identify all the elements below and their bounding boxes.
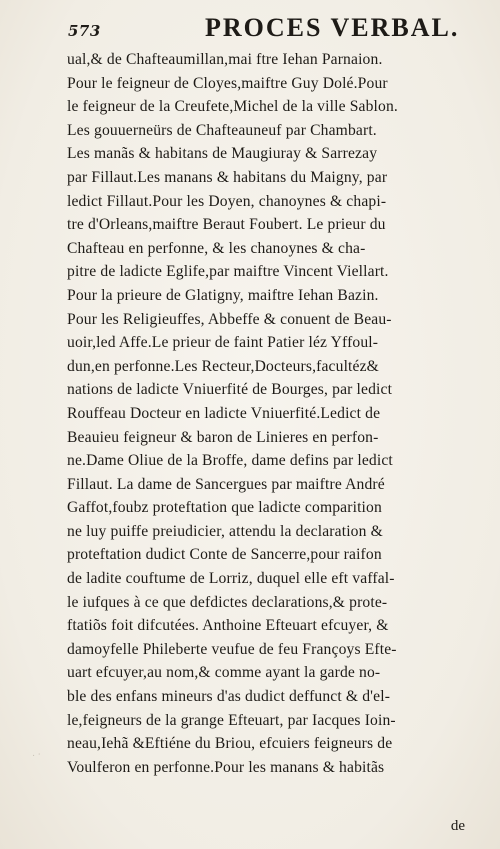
text-line: neau,Iehã &Eftiéne du Briou, efcuiers feigneurs de — [67, 735, 393, 753]
text-line: de ladite couftume de Lorriz, duquel elle eft vaffal- — [67, 570, 395, 588]
page-header — [50, 8, 500, 44]
text-line: le,feigneurs de la grange Efteuart, par Iacques Ioin- — [67, 711, 396, 729]
text-line: ledict Fillaut.Pour les Doyen, chanoynes & chapi- — [67, 192, 387, 210]
text-line: damoyfelle Phileberte veufue de feu Françoys Efte- — [67, 640, 397, 658]
text-line: Gaffot,foubz proteftation que ladicte comparition — [67, 499, 382, 517]
text-line: Pour la prieure de Glatigny, maiftre Iehan Bazin. — [67, 286, 379, 304]
text-line: pitre de ladicte Eglife,par maiftre Vincent Viellart. — [67, 263, 389, 281]
text-line: Les gouuerneürs de Chafteauneuf par Chambart. — [67, 121, 377, 139]
text-line: dun,en perfonne.Les Recteur,Docteurs,facultéz& — [67, 357, 379, 375]
text-line: Rouffeau Docteur en ladicte Vniuerfité.Ledict de — [67, 404, 381, 422]
catchword: de — [450, 818, 465, 834]
text-line: nations de ladicte Vniuerfité de Bourges, par ledict — [67, 381, 393, 399]
text-line: uart efcuyer,au nom,& comme ayant la garde no- — [67, 664, 381, 682]
bleed-through-mark: · · — [30, 749, 43, 762]
text-line: Beauieu feigneur & baron de Linieres en perfon- — [67, 428, 379, 446]
text-line: ual,& de Chafteaumillan,mai ftre Iehan Parnaion. — [67, 51, 383, 68]
text-line: uoir,led Affe.Le prieur de faint Patier léz Yffoul- — [67, 334, 379, 352]
page-number: 573 — [68, 22, 101, 40]
text-line: tre d'Orleans,maiftre Beraut Foubert. Le prieur du — [67, 216, 386, 234]
text-line: Voulferon en perfonne.Pour les manans & habitãs — [67, 758, 385, 776]
text-line: Pour les Religieuffes, Abbeffe & conuent de Beau- — [67, 310, 392, 328]
text-line: Chafteau en perfonne, & les chanoynes & cha- — [67, 239, 366, 257]
text-line: ne luy puiffe preiudicier, attendu la declaration & — [67, 522, 383, 540]
running-head: PROCES VERBAL. — [205, 13, 460, 42]
text-line: le iufques à ce que defdictes declarations,& prote- — [67, 593, 388, 611]
text-line: le feigneur de la Creufete,Michel de la ville Sablon. — [67, 98, 398, 116]
text-line: Fillaut. La dame de Sancergues par maiftre André — [67, 475, 385, 493]
text-line: ftatiõs foit difcutées. Anthoine Efteuart efcuyer, & — [67, 617, 389, 635]
text-line: Pour le feigneur de Cloyes,maiftre Guy Dolé.Pour — [67, 74, 388, 92]
text-line: ne.Dame Oliue de la Broffe, dame defins par ledict — [67, 452, 393, 470]
text-line: Les manãs & habitans de Maugiuray & Sarrezay — [67, 145, 378, 163]
text-line: ble des enfans mineurs d'as dudict deffunct & d'el- — [67, 688, 391, 706]
text-line: proteftation dudict Conte de Sancerre,pour raifon — [67, 546, 382, 564]
text-line: par Fillaut.Les manans & habitans du Maigny, par — [67, 168, 388, 186]
body-text — [67, 48, 467, 779]
